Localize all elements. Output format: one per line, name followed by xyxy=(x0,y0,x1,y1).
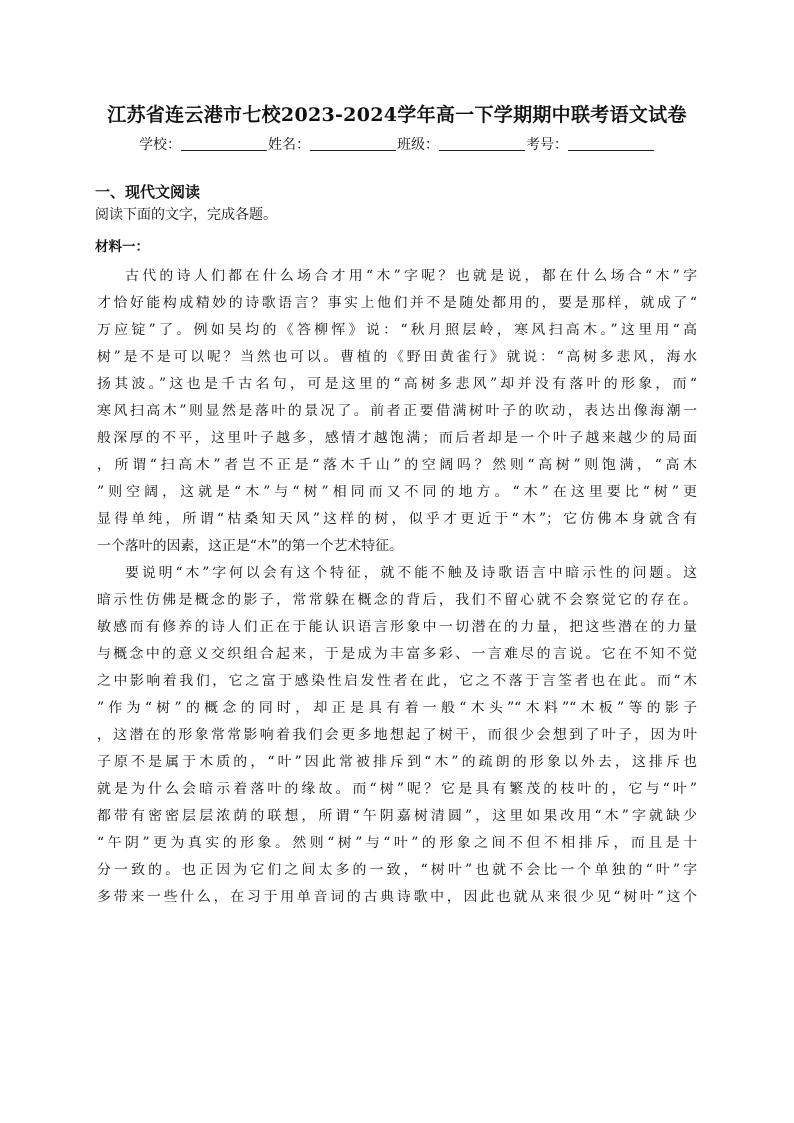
text-line: 扬其波。”这也是千古名句，可是这里的“高树多悲风”却并没有落叶的形象，而“ xyxy=(97,376,697,392)
text-line: 之中影响着我们，它之富于感染性启发性者在此，它之不落于言筌者也在此。而“木 xyxy=(97,673,697,689)
text-line: 都带有密密层层浓荫的联想，所谓“午阴嘉树清圆”，这里如果改用“木”字就缺少 xyxy=(97,808,697,824)
text-line: ”作为“树”的概念的同时，却正是具有着一般“木头”“木料”“木板”等的影子 xyxy=(97,700,697,716)
reading-instruction: 阅读下面的文字，完成各题。 xyxy=(95,207,277,223)
article-body xyxy=(97,263,697,911)
text-line: 敏感而有修养的诗人们正在于能认识语言形象中一切潜在的力量，把这些潜在的力量 xyxy=(97,619,697,635)
text-line: 分一致的。也正因为它们之间太多的一致，“树叶”也就不会比一个单独的“叶”字 xyxy=(97,862,697,878)
text-line: “午阴”更为真实的形象。然则“树”与“叶”的形象之间不但不相排斥，而且是十 xyxy=(97,835,697,851)
text-line: 显得单纯，所谓“枯桑知天风”这样的树，似乎才更近于“木”；它仿佛本身就含有 xyxy=(97,511,697,527)
school-blank[interactable] xyxy=(181,136,267,151)
text-line: 古代的诗人们都在什么场合才用“木”字呢？也就是说，都在什么场合“木”字 xyxy=(125,268,697,284)
exam-number-label: 考号： xyxy=(526,137,568,153)
text-line: 寒风扫高木”则显然是落叶的景况了。前者正要借满树叶子的吹动，表达出像海潮一 xyxy=(97,403,697,419)
class-label: 班级： xyxy=(397,137,439,153)
material-label: 材料一： xyxy=(95,239,149,255)
text-line: ”则空阔，这就是“木”与“树”相同而又不同的地方。“木”在这里要比“树”更 xyxy=(97,484,697,500)
exam-number-blank[interactable] xyxy=(568,136,654,151)
text-line: 暗示性仿佛是概念的影子，常常躲在概念的背后，我们不留心就不会察觉它的存在。 xyxy=(97,592,697,608)
text-line: 与概念中的意义交织组合起来，于是成为丰富多彩、一言难尽的言说。它在不知不觉 xyxy=(97,646,697,662)
name-blank[interactable] xyxy=(310,136,396,151)
text-line: ，所谓“扫高木”者岂不正是“落木千山”的空阔吗？然则“高树”则饱满，“高木 xyxy=(97,457,697,473)
text-line: 万应锭”了。例如吴均的《答柳恽》说：“秋月照层岭，寒风扫高木。”这里用“高 xyxy=(97,322,697,338)
exam-title: 江苏省连云港市七校2023-2024学年高一下学期期中联考语文试卷 xyxy=(107,104,687,126)
text-line: ，这潜在的形象常常影响着我们会更多地想起了树干，而很少会想到了叶子，因为叶 xyxy=(97,727,697,743)
class-blank[interactable] xyxy=(439,136,525,151)
student-info-fields xyxy=(0,133,794,157)
text-line: 要说明“木”字何以会有这个特征，就不能不触及诗歌语言中暗示性的问题。这 xyxy=(125,565,697,581)
name-label: 姓名： xyxy=(268,137,310,153)
text-line: 子原不是属于木质的，“叶”因此常被排斥到“木”的疏朗的形象以外去，这排斥也 xyxy=(97,754,697,770)
text-line: 树”是不是可以呢？当然也可以。曹植的《野田黄雀行》就说：“高树多悲风，海水 xyxy=(97,349,697,365)
text-line: 多带来一些什么，在习于用单音词的古典诗歌中，因此也就从来很少见“树叶”这个 xyxy=(97,889,697,905)
text-line: 一个落叶的因素，这正是“木”的第一个艺术特征。 xyxy=(97,538,403,554)
text-line: 才恰好能构成精妙的诗歌语言？事实上他们并不是随处都用的，要是那样，就成了“ xyxy=(97,295,697,311)
section-heading: 一、现代文阅读 xyxy=(95,183,201,201)
text-line: 就是为什么会暗示着落叶的缘故。而“树”呢？它是具有繁茂的枝叶的，它与“叶” xyxy=(97,781,697,797)
school-label: 学校： xyxy=(139,137,181,153)
text-line: 般深厚的不平，这里叶子越多，感情才越饱满；而后者却是一个叶子越来越少的局面 xyxy=(97,430,697,446)
